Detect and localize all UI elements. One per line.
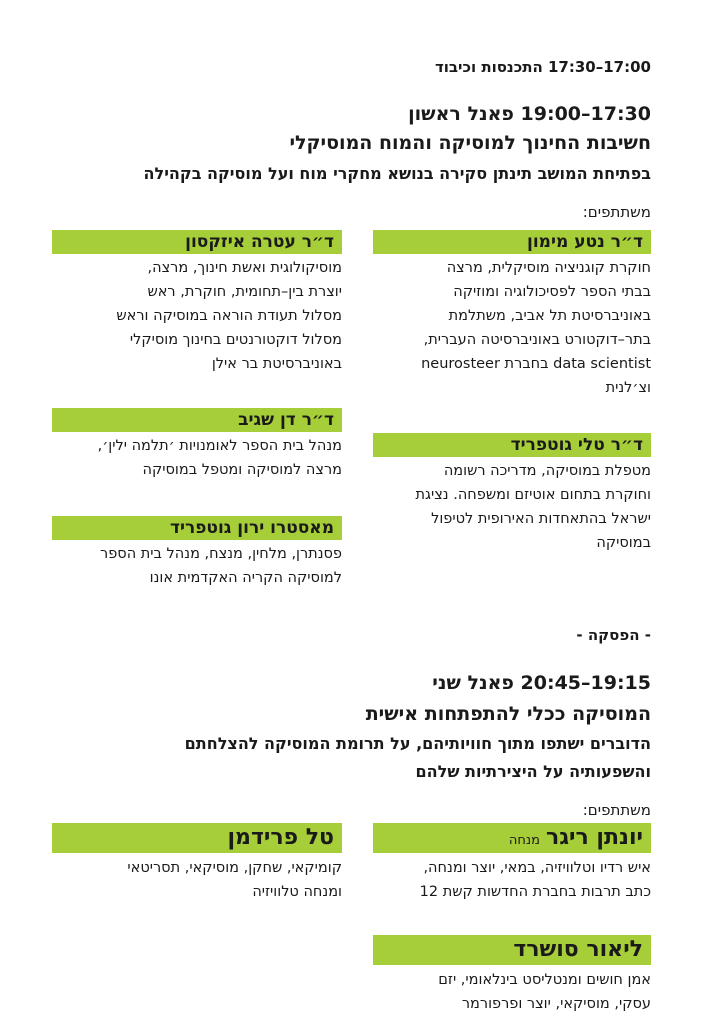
bio-line: ומנחה טלוויזיה [252, 884, 342, 900]
bio-line: וצ׳לנית [605, 380, 651, 396]
speaker-bio [52, 434, 342, 482]
panel1-title: חשיבות החינוך למוסיקה והמוח המוסיקלי [289, 132, 651, 154]
panel2-participants-label: משתתפים: [582, 801, 651, 819]
bio-line: באוניברסיטת תל אביב, משתלמת [448, 308, 651, 324]
opening-line: 17:00–17:30 התכנסות וכיבוד [434, 58, 651, 76]
bio-line: חוקרת קוגניציה מוסיקלית, מרצה [446, 260, 651, 276]
speaker-bio [52, 542, 342, 590]
bio-line: מנהל בית הספר לאומנויות ׳תלמה ילין׳, [97, 438, 342, 454]
bio-line: ישראל בהתאחדות האירופית לטיפול [431, 511, 651, 527]
speaker-name-bar: מאסטרו ירון גוטפריד [52, 516, 342, 540]
panel2-time-title: 19:15–20:45 פאנל שני [432, 672, 651, 694]
speaker-bio [52, 256, 342, 376]
speaker-name-bar: טל פרידמן [52, 823, 342, 853]
bio-line: data scientist בחברת neurosteer [421, 356, 651, 372]
bio-line: מסלול תעודת הוראה במוסיקה וראש [116, 308, 342, 324]
panel2-title: המוסיקה ככלי להתפתחות אישית [365, 703, 651, 725]
speaker-name: יונתן ריגר [545, 825, 643, 850]
bio-line: במוסיקה [596, 535, 651, 551]
bio-line: מוסיקולוגית ואשת חינוך, מרצה, [147, 260, 342, 276]
bio-line: וחוקרת בתחום אוטיזם ומשפחה. נציגת [415, 487, 651, 503]
bio-line: מטפלת במוסיקה, מדריכה רשומה [443, 463, 651, 479]
bio-line: מסלול דוקטורנטים בחינוך מוסיקלי [129, 332, 342, 348]
panel1-subtitle: בפתיחת המושב תינתן סקירה בנושא מחקרי מוח ועל מוסיקה בקהילה [143, 164, 651, 183]
speaker-bio [373, 459, 651, 555]
bio-line: באוניברסיטת בר אילן [211, 356, 342, 372]
speaker-bio [373, 968, 651, 1016]
panel2-subtitle-line: הדוברים ישתפו מתוך חוויותיהם, על תרומת המוסיקה להצלחתם [184, 734, 651, 753]
bio-line: קומיקאי, שחקן, מוסיקאי, תסריטאי [127, 860, 342, 876]
bio-line: מרצה למוסיקה ומטפל במוסיקה [142, 462, 342, 478]
speaker-role: מנחה [508, 833, 540, 848]
bio-line: למוסיקה הקריה האקדמית אונו [149, 570, 342, 586]
bio-line: יוצרת בין–תחומית, חוקרת, ראש [147, 284, 342, 300]
bio-line: אמן חושים ומנטליסט בינלאומי, יזם [438, 972, 651, 988]
bio-line: עסקי, מוסיקאי, יוצר ופרפורמר [461, 996, 651, 1012]
speaker-bio [52, 856, 342, 904]
panel1-time-title: 17:30–19:00 פאנל ראשון [408, 103, 651, 125]
bio-line: כתב תרבות בחברת החדשות קשת 12 [419, 884, 651, 900]
break-line: - הפסקה - [576, 626, 651, 644]
bio-line: פסנתרן, מלחין, מנצח, מנהל בית הספר [100, 546, 342, 562]
bio-line: בתר–דוקטורט באוניברסיטה העברית, [423, 332, 651, 348]
speaker-name-bar: ד״ר דן שגיב [52, 408, 342, 432]
speaker-name-bar: ליאור סושרד [373, 935, 651, 965]
bio-line: בבתי הספר לפסיכולוגיה ומוזיקה [453, 284, 651, 300]
speaker-name-bar: ד״ר נטע מימון [373, 230, 651, 254]
speaker-name-bar [373, 823, 651, 853]
bio-line: איש רדיו וטלוויזיה, במאי, יוצר ומנחה, [423, 860, 651, 876]
speaker-name-bar: ד״ר טלי גוטפריד [373, 433, 651, 457]
speaker-name-bar: ד״ר עטרה איזקסון [52, 230, 342, 254]
speaker-bio [373, 856, 651, 904]
speaker-bio [373, 256, 651, 400]
panel1-participants-label: משתתפים: [582, 203, 651, 221]
panel2-subtitle-line: והשפעותיה על היצירתיות שלהם [415, 762, 651, 781]
